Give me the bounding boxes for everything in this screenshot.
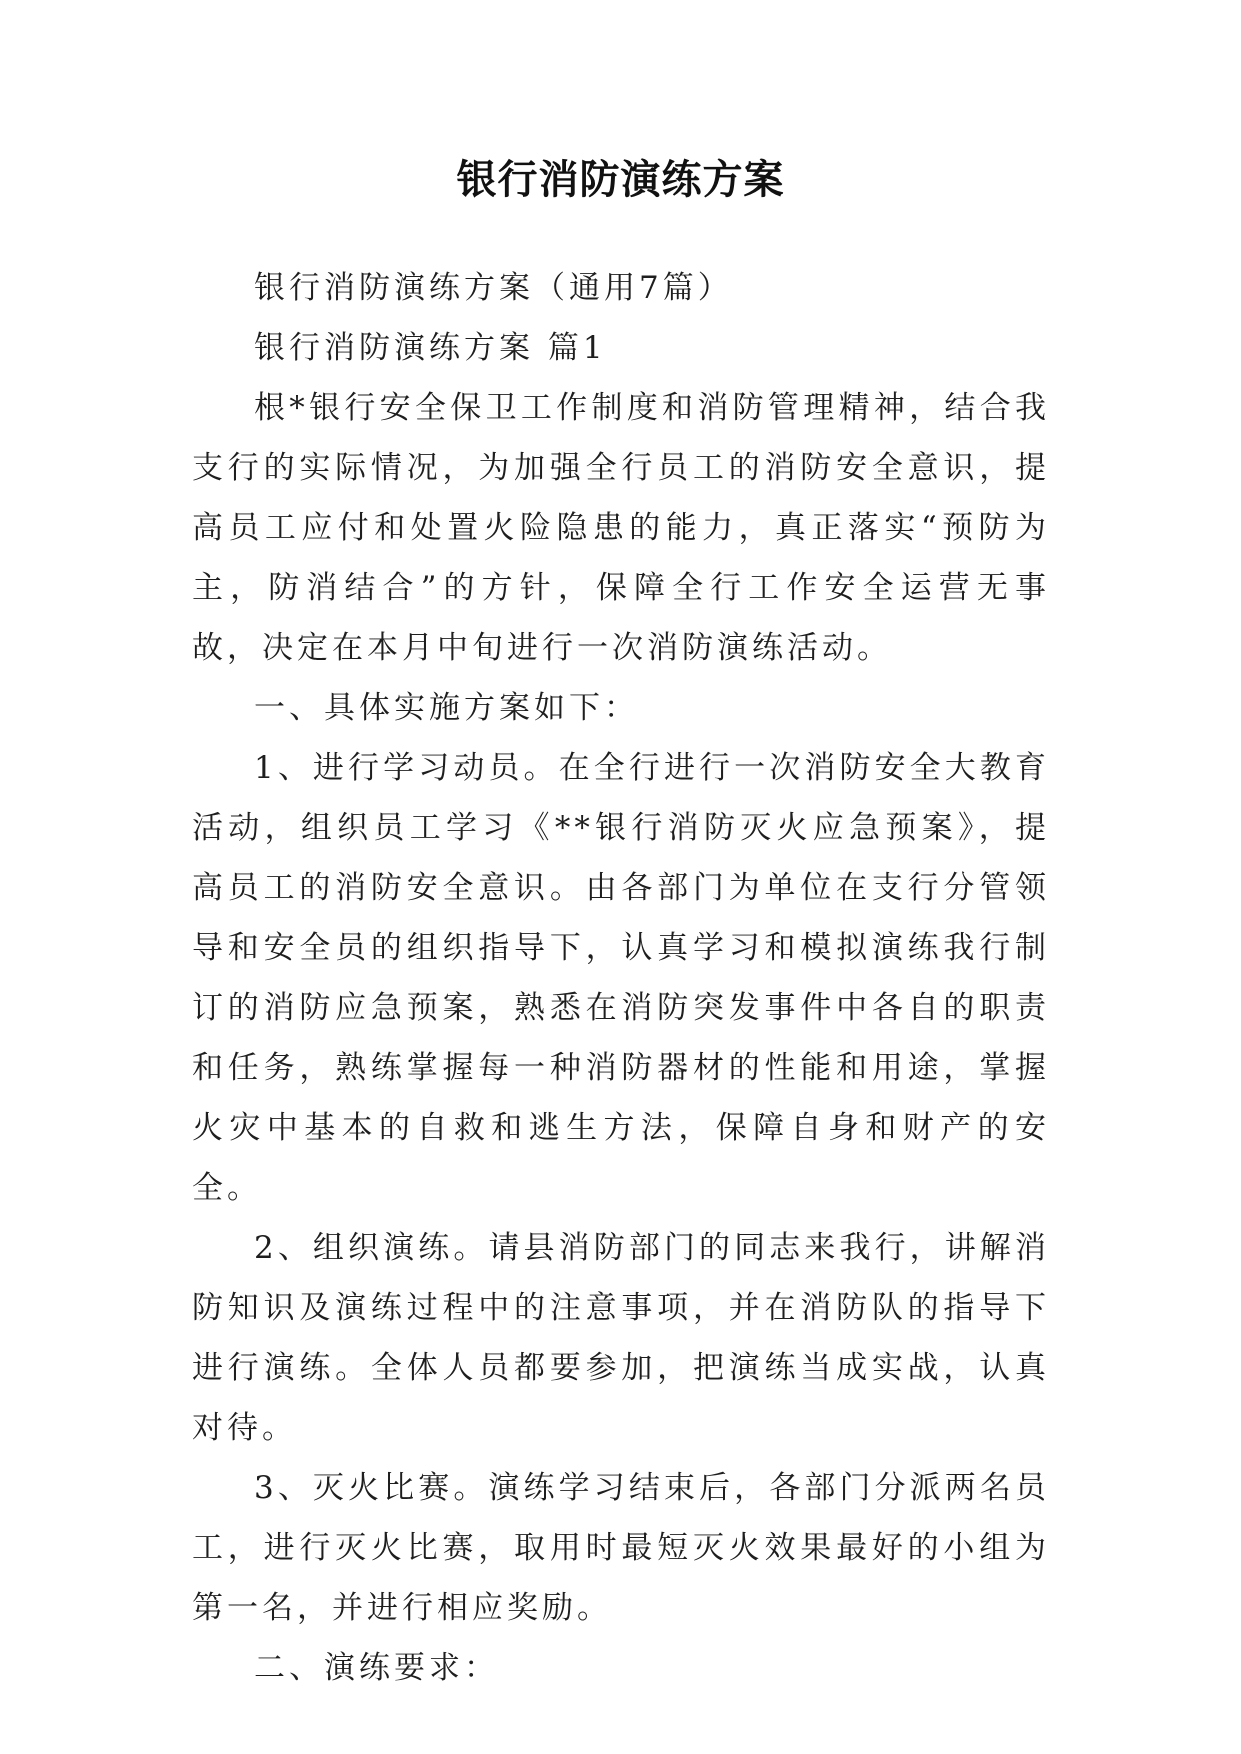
step-1-paragraph: 1、进行学习动员。在全行进行一次消防安全大教育活动，组织员工学习《**银行消防灭火应急预案》，提高员工的消防安全意识。由各部门为单位在支行分管领导和安全员的组织指导下，认真学习和模拟演练我行制订的消防应急预案，熟悉在消防突发事件中各自的职责和任务，熟练掌握每一种消防器材的性能和用途，掌握火灾中基本的自救和逃生方法，保障自身和财产的安全。 [192,750,1050,1206]
requirements-heading: 二、演练要求： [254,1650,499,1686]
step-3-paragraph: 3、灭火比赛。演练学习结束后，各部门分派两名员工，进行灭火比赛，取用时最短灭火效果最好的小组为第一名，并进行相应奖励。 [192,1470,1050,1626]
document-title: 银行消防演练方案 [456,157,785,203]
subtitle-paragraph: 银行消防演练方案（通用7篇） [254,270,733,306]
intro-paragraph: 根*银行安全保卫工作制度和消防管理精神，结合我支行的实际情况，为加强全行员工的消防安全意识，提高员工应付和处置火险隐患的能力，真正落实“预防为主，防消结合”的方针，保障全行工作安全运营无事故，决定在本月中旬进行一次消防演练活动。 [192,390,1050,666]
plan-heading: 一、具体实施方案如下： [254,690,639,726]
section-heading: 银行消防演练方案 篇1 [254,330,607,366]
step-2-paragraph: 2、组织演练。请县消防部门的同志来我行，讲解消防知识及演练过程中的注意事项，并在消防队的指导下进行演练。全体人员都要参加，把演练当成实战，认真对待。 [192,1230,1050,1446]
document-body [192,258,1050,1698]
